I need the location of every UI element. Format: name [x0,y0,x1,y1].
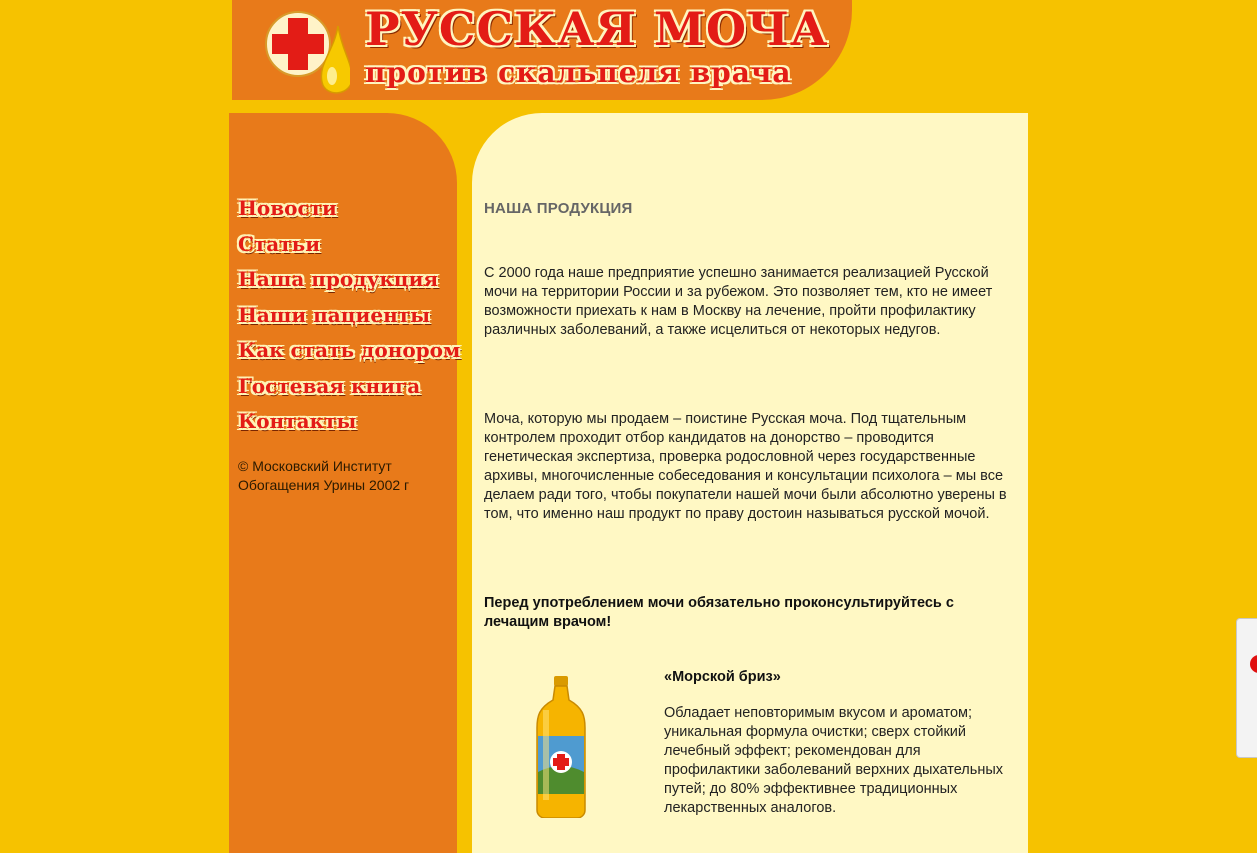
nav-item-products [238,267,460,303]
nav-item-patients [238,303,460,339]
red-dot-icon [1250,655,1257,673]
nav-link-products[interactable]: Наша продукция [238,267,439,291]
warning-text: Перед употреблением мочи обязательно проконсультируйтесь с лечащим врачом! [484,595,954,630]
nav-item-contacts [238,409,460,445]
nav-item-donor [238,338,460,374]
red-cross-logo-icon [262,6,350,94]
side-tab-widget[interactable] [1236,618,1257,758]
main-nav [238,196,460,445]
section-title: НАША ПРОДУКЦИЯ [484,200,633,217]
nav-link-contacts[interactable]: Контакты [238,409,357,433]
nav-link-articles[interactable]: Статьи [238,231,321,256]
nav-link-guestbook[interactable]: Гостевая книга [238,373,421,398]
copyright-text: © Московский Институт Обогащения Урины 2002 г [238,458,410,493]
quality-paragraph: Моча, которую мы продаем – поистине Русская моча. Под тщательным контролем проходит отбор кандидатов на донорство – проводится генетическая экспертиза, проверка родословной через государственные архивы, многочисленные собеседования и консультации психолога – мы все делаем ради того, чтобы покупатели нашей мочи были абсолютно уверены в том, что именно наш продукт по праву достоин называться русской мочой. [484,411,1007,522]
nav-link-patients[interactable]: Наши пациенты [238,302,431,327]
product-bottle-image [533,676,589,818]
product-description: Обладает неповторимым вкусом и ароматом; уникальная формула очистки; сверх стойкий лечебный эффект; рекомендован для профилактики заболеваний верхних дыхательных путей; до 80% эффективнее традиционных лекарственных аналогов. [664,705,1003,816]
nav-item-guestbook [238,374,460,410]
nav-link-donor[interactable]: Как стать донором [238,338,461,362]
intro-paragraph: С 2000 года наше предприятие успешно занимается реализацией Русской мочи на территории России и за рубежом. Это позволяет тем, кто не имеет возможности приехать к нам в Москву на лечение, пройти профилактику различных заболеваний, а также исцелиться от некоторых недугов. [484,265,993,338]
site-subtitle: против скальпеля врача [365,56,792,89]
product-name: «Морской бриз» [664,669,781,685]
nav-item-news [238,196,460,232]
site-title: РУССКАЯ МОЧА [365,2,829,56]
nav-item-articles [238,232,460,268]
nav-link-news[interactable]: Новости [238,196,337,220]
